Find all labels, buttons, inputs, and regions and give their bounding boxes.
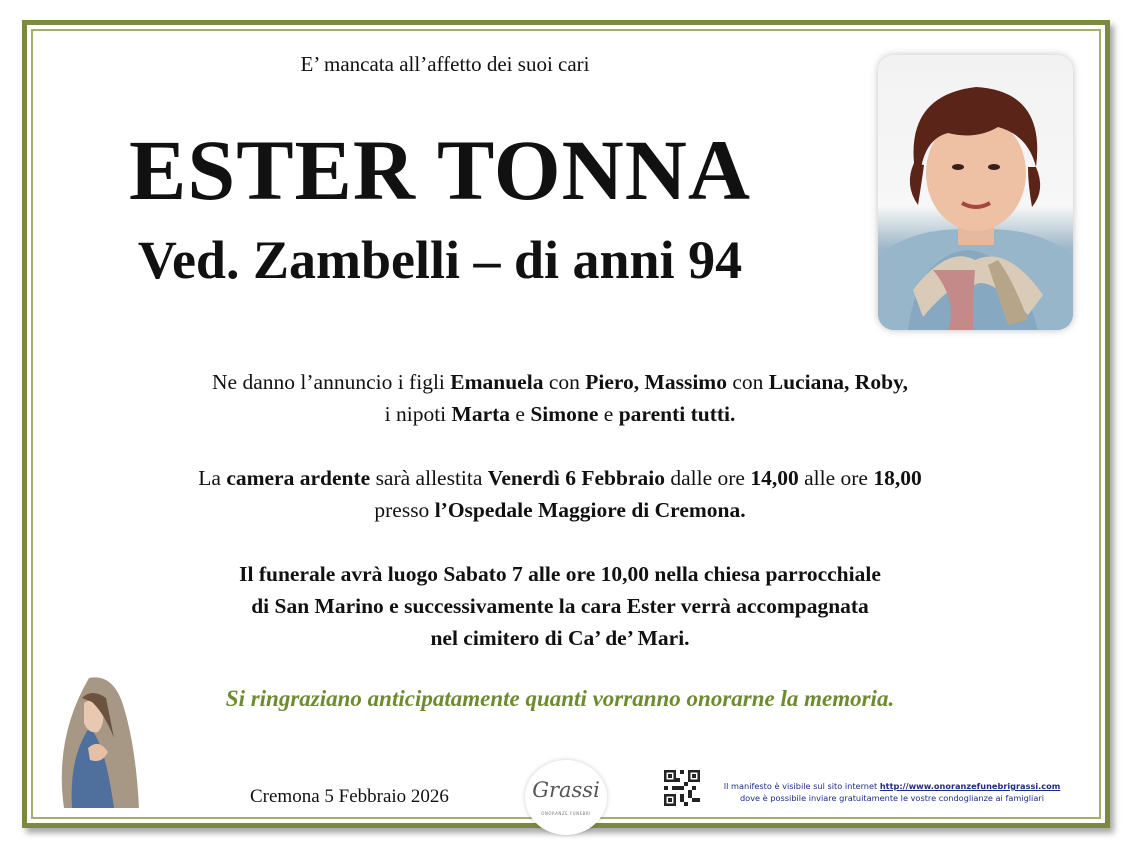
- text: alle ore: [798, 466, 874, 490]
- footer-line-2: dove è possibile inviare gratuitamente le vostre condoglianze ai famigliari: [739, 793, 1044, 803]
- place-date: Cremona 5 Febbraio 2026: [250, 786, 449, 807]
- viewing-line-1: [60, 462, 1060, 494]
- announcement-line-1: [60, 366, 1060, 398]
- qr-code-icon: [664, 770, 700, 806]
- viewing-paragraph: [60, 462, 1060, 526]
- logo-tagline: ONORANZE FUNEBRI: [541, 811, 591, 816]
- logo-name: Grassi: [532, 778, 600, 802]
- thanks-text: Si ringraziano anticipatamente quanti vorranno onorarne la memoria.: [225, 686, 895, 711]
- text: con: [726, 370, 769, 394]
- text: con: [543, 370, 586, 394]
- grandchild-name: Marta: [451, 402, 511, 426]
- viewing-location: l’Ospedale Maggiore di Cremona.: [434, 498, 746, 522]
- announcement-paragraph: [60, 366, 1060, 430]
- intro-text: E’ mancata all’affetto dei suoi cari: [300, 52, 590, 76]
- text: i nipoti: [384, 402, 452, 426]
- announcement-line-2: [60, 398, 1060, 430]
- funeral-line-1: Il funerale avrà luogo Sabato 7 alle ore 10,00 nella chiesa parrocchiale: [239, 562, 881, 586]
- relatives-all: parenti tutti.: [618, 402, 736, 426]
- relative-names: Luciana, Roby,: [768, 370, 908, 394]
- grandchild-name: Simone: [530, 402, 599, 426]
- text: dalle ore: [664, 466, 751, 490]
- funeral-line-2: di San Marino e successivamente la cara Ester verrà accompagnata: [251, 594, 869, 618]
- relative-names: Piero, Massimo: [585, 370, 727, 394]
- funeral-line-3: nel cimitero di Ca’ de’ Mari.: [430, 626, 690, 650]
- footer-note: [712, 780, 1072, 804]
- deceased-name: ESTER TONNA: [129, 122, 751, 218]
- viewing-start: 14,00: [750, 466, 799, 490]
- text: La: [198, 466, 227, 490]
- madonna-image: [44, 668, 142, 808]
- portrait-illustration: [878, 55, 1073, 330]
- portrait-photo: [878, 55, 1073, 330]
- grassi-logo: [525, 760, 607, 835]
- footer-text: Il manifesto è visibile sul sito internet: [723, 781, 880, 791]
- text: Ne danno l’annuncio i figli: [212, 370, 451, 394]
- website-link[interactable]: http://www.onoranzefunebrigrassi.com: [879, 781, 1061, 791]
- footer-line-1: [712, 780, 1072, 792]
- child-name: Emanuela: [450, 370, 544, 394]
- viewing-end: 18,00: [873, 466, 922, 490]
- viewing-line-2: [60, 494, 1060, 526]
- text: e: [510, 402, 531, 426]
- funeral-paragraph: [60, 558, 1060, 654]
- text: e: [598, 402, 619, 426]
- viewing-date: Venerdì 6 Febbraio: [487, 466, 665, 490]
- text: presso: [374, 498, 435, 522]
- deceased-subtitle: Ved. Zambelli – di anni 94: [137, 230, 743, 290]
- viewing-label: camera ardente: [226, 466, 371, 490]
- qr-code-graphic: [664, 770, 700, 806]
- text: sarà allestita: [370, 466, 488, 490]
- madonna-illustration: [44, 668, 142, 808]
